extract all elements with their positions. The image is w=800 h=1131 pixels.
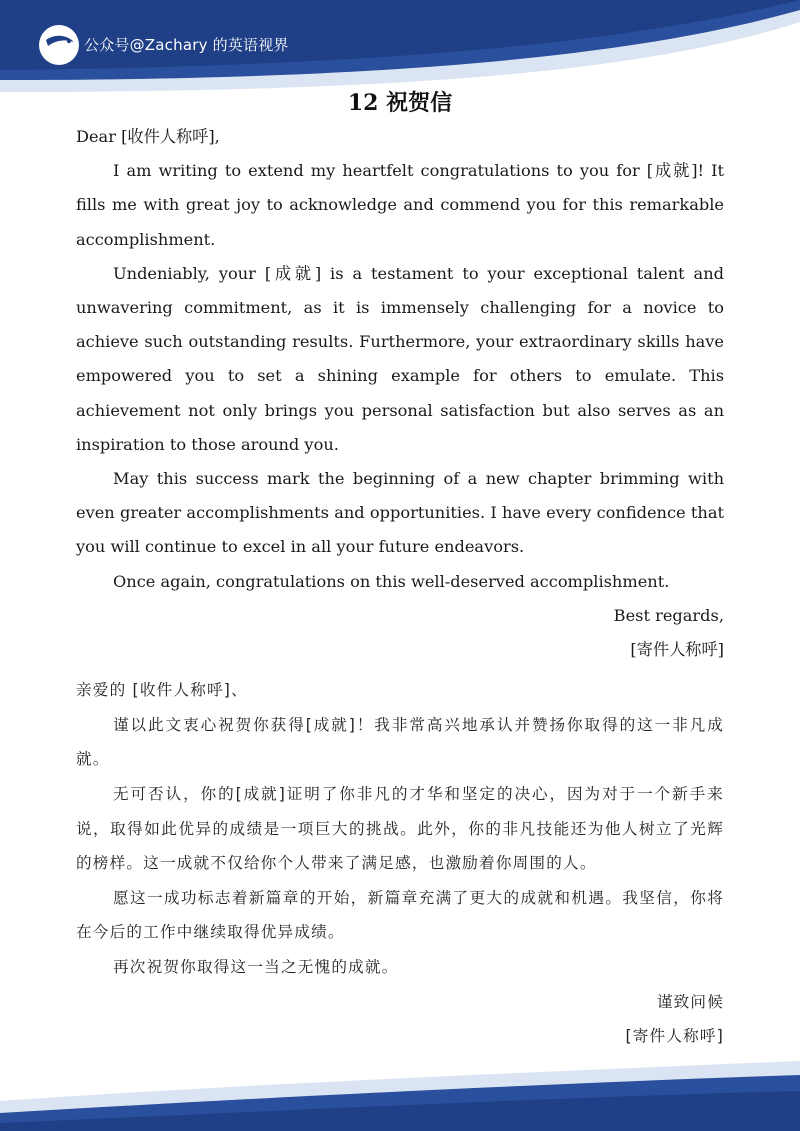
page-title: 12 祝贺信 [347, 90, 453, 116]
english-paragraph: Once again, congratulations on this well-deserved accomplishment. [113, 571, 670, 591]
footer-banner [0, 1061, 800, 1131]
english-signature: [寄件人称呼] [630, 640, 724, 660]
chinese-paragraph: 愿这一成功标志着新篇章的开始，新篇章充满了更大的成就和机遇。我坚信，你将在今后的工作中继续取得优异成绩。 [76, 888, 724, 942]
chinese-paragraph: 无可否认，你的[成就]证明了你非凡的才华和坚定的决心，因为对于一个新手来说，取得如此优异的成绩是一项巨大的挑战。此外，你的非凡技能还为他人树立了光辉的榜样。这一成就不仅给你个人带来了满足感，也激励着你周围的人。 [76, 785, 724, 873]
english-paragraph: Undeniably, your [成就] is a testament to your exceptional talent and unwavering commitment, as it is immensely challenging for a novice to achieve such outstanding results. Furthermore, your extraordinary skills have empowered you to set a shining example for others to emulate. This achievement not only brings you personal satisfaction but also serves as an inspiration to those around you. [76, 263, 724, 454]
brand-name: 公众号@Zachary 的英语视界 [84, 36, 289, 54]
chinese-paragraph: 再次祝贺你取得这一当之无愧的成就。 [113, 958, 399, 976]
brand-logo-icon [36, 22, 82, 68]
english-paragraph: May this success mark the beginning of a new chapter brimming with even greater accomplishments and opportunities. I have every confidence that you will continue to excel in all your future endeavors. [76, 469, 724, 557]
chinese-signature: [寄件人称呼] [625, 1027, 724, 1046]
chinese-salutation: 亲爱的 [收件人称呼]、 [76, 681, 248, 700]
letter-body [76, 120, 724, 1054]
english-letter [76, 120, 724, 667]
english-salutation: Dear [收件人称呼], [76, 127, 220, 146]
chinese-closing: 谨致问候 [656, 992, 724, 1011]
english-paragraph: I am writing to extend my heartfelt congratulations to you for [成就]! It fills me with great joy to acknowledge and commend you for this remarkable accomplishment. [76, 161, 724, 249]
english-closing: Best regards, [613, 605, 724, 625]
chinese-paragraph: 谨以此文衷心祝贺你获得[成就]！我非常高兴地承认并赞扬你取得的这一非凡成就。 [76, 715, 724, 769]
chinese-letter [76, 673, 724, 1054]
